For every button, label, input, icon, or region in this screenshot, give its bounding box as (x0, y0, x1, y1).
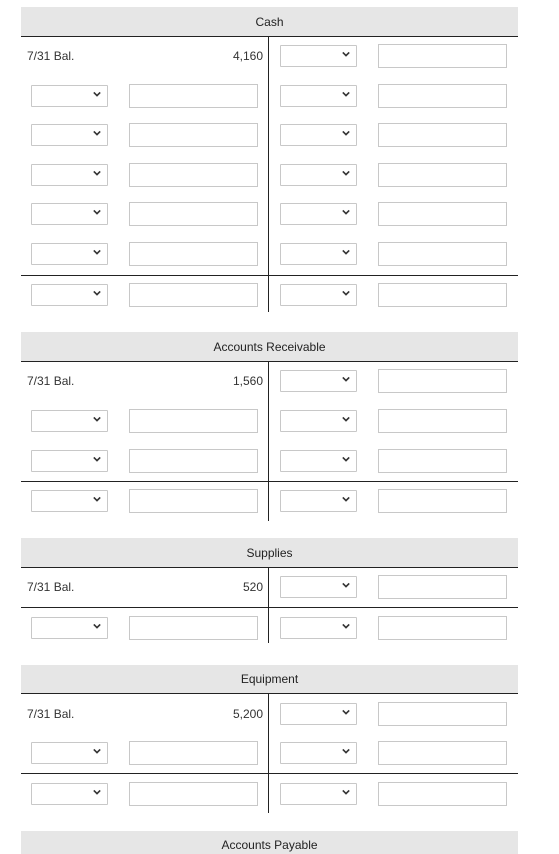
debit-total-input[interactable] (129, 616, 258, 640)
credit-entry-select[interactable] (280, 576, 357, 598)
chevron-down-icon (342, 494, 350, 504)
debit-amount-input[interactable] (129, 242, 258, 266)
chevron-down-icon (342, 580, 350, 590)
chevron-down-icon (342, 288, 350, 298)
credit-entry-select[interactable] (280, 243, 357, 265)
chevron-down-icon (93, 454, 101, 464)
t-account-divider (268, 568, 269, 643)
account-title: Equipment (240, 672, 299, 686)
debit-total-select[interactable] (31, 617, 108, 639)
t-account-header-accounts-payable (21, 831, 518, 854)
chevron-down-icon (93, 288, 101, 298)
chevron-down-icon (342, 168, 350, 178)
debit-entry-select[interactable] (31, 410, 108, 432)
debit-entry-select[interactable] (31, 742, 108, 764)
credit-total-select[interactable] (280, 783, 357, 805)
chevron-down-icon (342, 49, 350, 59)
credit-entry-select[interactable] (280, 450, 357, 472)
t-account-header-supplies (21, 538, 518, 568)
chevron-down-icon (93, 247, 101, 257)
debit-entry-select[interactable] (31, 124, 108, 146)
chevron-down-icon (342, 374, 350, 384)
credit-entry-select[interactable] (280, 703, 357, 725)
debit-amount-input[interactable] (129, 163, 258, 187)
debit-total-select[interactable] (31, 783, 108, 805)
total-rule (21, 607, 518, 608)
total-rule (21, 773, 518, 774)
credit-total-input[interactable] (378, 782, 507, 806)
chevron-down-icon (342, 207, 350, 217)
chevron-down-icon (93, 414, 101, 424)
debit-entry-select[interactable] (31, 203, 108, 225)
credit-amount-input[interactable] (378, 163, 507, 187)
credit-amount-input[interactable] (378, 202, 507, 226)
chevron-down-icon (342, 707, 350, 717)
chevron-down-icon (93, 168, 101, 178)
debit-amount-input[interactable] (129, 84, 258, 108)
credit-entry-select[interactable] (280, 45, 357, 67)
credit-entry-select[interactable] (280, 164, 357, 186)
credit-entry-select[interactable] (280, 410, 357, 432)
credit-total-input[interactable] (378, 489, 507, 513)
chevron-down-icon (342, 247, 350, 257)
chevron-down-icon (93, 746, 101, 756)
debit-amount-input[interactable] (129, 202, 258, 226)
t-account-divider (268, 694, 269, 813)
chevron-down-icon (342, 128, 350, 138)
debit-amount-input[interactable] (129, 741, 258, 765)
debit-entry-select[interactable] (31, 243, 108, 265)
chevron-down-icon (93, 128, 101, 138)
debit-amount-input[interactable] (129, 409, 258, 433)
debit-total-input[interactable] (129, 782, 258, 806)
credit-entry-select[interactable] (280, 124, 357, 146)
t-account-divider (268, 37, 269, 312)
chevron-down-icon (342, 621, 350, 631)
credit-total-input[interactable] (378, 283, 507, 307)
balance-amount: 4,160 (232, 49, 263, 63)
chevron-down-icon (342, 787, 350, 797)
credit-total-input[interactable] (378, 616, 507, 640)
debit-total-select[interactable] (31, 284, 108, 306)
credit-total-select[interactable] (280, 490, 357, 512)
credit-amount-input[interactable] (378, 84, 507, 108)
chevron-down-icon (93, 494, 101, 504)
account-title: Cash (255, 14, 284, 29)
credit-entry-select[interactable] (280, 203, 357, 225)
chevron-down-icon (93, 621, 101, 631)
credit-amount-input[interactable] (378, 702, 507, 726)
credit-amount-input[interactable] (378, 242, 507, 266)
credit-total-select[interactable] (280, 284, 357, 306)
chevron-down-icon (93, 787, 101, 797)
chevron-down-icon (342, 746, 350, 756)
balance-amount: 520 (242, 580, 263, 594)
credit-amount-input[interactable] (378, 741, 507, 765)
chevron-down-icon (342, 454, 350, 464)
debit-total-input[interactable] (129, 283, 258, 307)
debit-total-input[interactable] (129, 489, 258, 513)
debit-entry-select[interactable] (31, 85, 108, 107)
balance-label: 7/31 Bal. (27, 49, 75, 63)
balance-label: 7/31 Bal. (27, 580, 75, 594)
chevron-down-icon (342, 414, 350, 424)
balance-amount: 1,560 (232, 374, 263, 388)
chevron-down-icon (93, 207, 101, 217)
balance-amount: 5,200 (232, 707, 263, 721)
t-account-header-cash (21, 7, 518, 37)
credit-entry-select[interactable] (280, 742, 357, 764)
credit-amount-input[interactable] (378, 409, 507, 433)
credit-amount-input[interactable] (378, 575, 507, 599)
credit-amount-input[interactable] (378, 449, 507, 473)
chevron-down-icon (342, 89, 350, 99)
credit-amount-input[interactable] (378, 123, 507, 147)
account-title: Accounts Payable (221, 838, 318, 852)
debit-entry-select[interactable] (31, 450, 108, 472)
balance-label: 7/31 Bal. (27, 707, 75, 721)
balance-label: 7/31 Bal. (27, 374, 75, 388)
credit-amount-input[interactable] (378, 44, 507, 68)
chevron-down-icon (93, 89, 101, 99)
debit-total-select[interactable] (31, 490, 108, 512)
t-account-divider (268, 362, 269, 521)
debit-amount-input[interactable] (129, 449, 258, 473)
total-rule (21, 481, 518, 482)
credit-entry-select[interactable] (280, 370, 357, 392)
t-account-header-equipment (21, 665, 518, 694)
credit-entry-select[interactable] (280, 85, 357, 107)
t-account-header-accounts-receivable (21, 332, 518, 362)
debit-entry-select[interactable] (31, 164, 108, 186)
credit-amount-input[interactable] (378, 369, 507, 393)
account-title: Supplies (246, 545, 293, 560)
credit-total-select[interactable] (280, 617, 357, 639)
total-rule (21, 275, 518, 276)
account-title: Accounts Receivable (213, 339, 326, 354)
debit-amount-input[interactable] (129, 123, 258, 147)
